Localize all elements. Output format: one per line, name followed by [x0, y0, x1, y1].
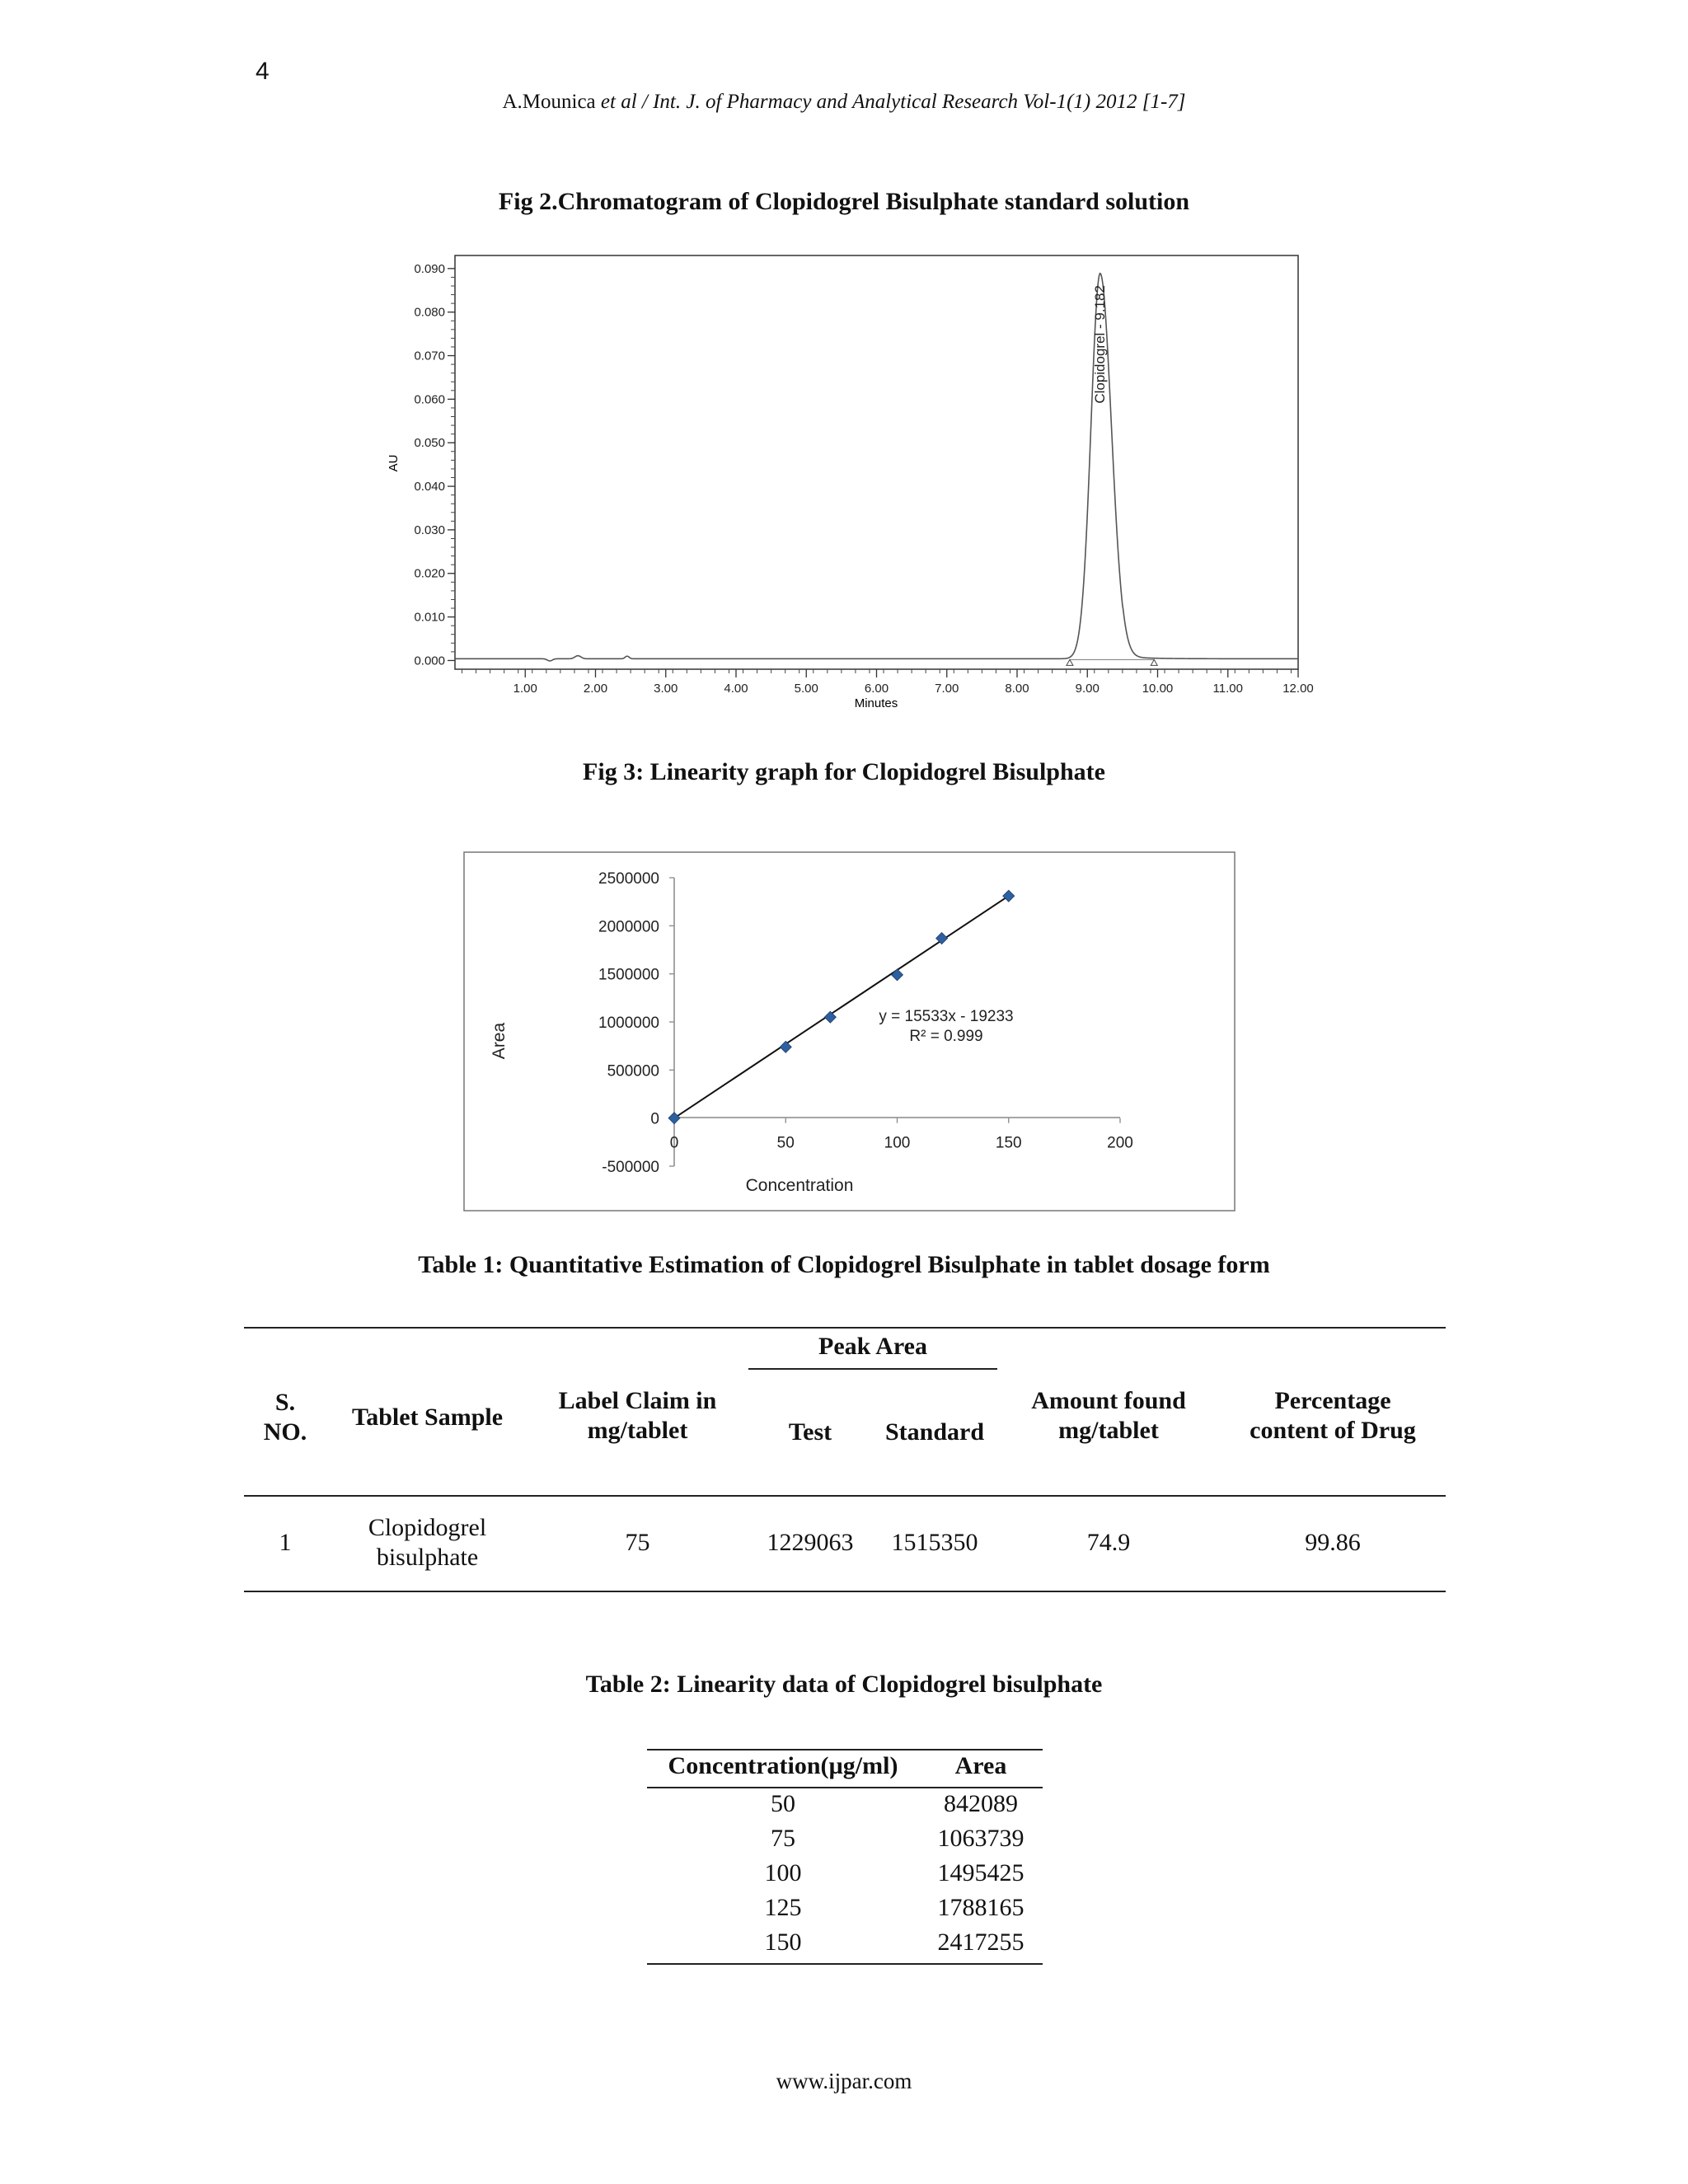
table-row: 125 1788165 [764, 1894, 1025, 1921]
chromatogram-x-ticks [513, 669, 1314, 696]
peak-boundary-marker [1151, 659, 1157, 665]
linearity-data-table [647, 1749, 1043, 1966]
header-test: Test [788, 1418, 832, 1446]
header-authors: A.Mounica [502, 91, 601, 113]
chromatogram-y-axis-label: AU [387, 454, 401, 472]
row1-label-claim: 75 [625, 1529, 650, 1556]
row1-standard: 1515350 [891, 1529, 978, 1556]
page-number: 4 [256, 58, 270, 85]
running-header [0, 91, 1688, 114]
x-tick-label: 8.00 [1005, 682, 1029, 696]
header-tablet-sample: Tablet Sample [351, 1404, 504, 1431]
header-etal: et al [600, 91, 637, 113]
y-tick-label: 0.030 [414, 523, 445, 537]
peak-area-rule [748, 1368, 997, 1370]
y-tick-label: 0.060 [414, 392, 445, 407]
y-tick-label: 0.040 [414, 480, 445, 494]
x-tick-label: 0 [669, 1134, 679, 1152]
table2-bottom-rule [647, 1963, 1043, 1965]
y-tick-label: 1500000 [598, 966, 659, 984]
header-area: Area [954, 1752, 1007, 1779]
fig3-caption: Fig 3: Linearity graph for Clopidogrel Bisulphate [583, 758, 1105, 785]
y-tick-label: 0 [650, 1110, 659, 1128]
x-tick-label: 50 [776, 1134, 795, 1152]
footer-url: www.ijpar.com [776, 2069, 912, 2093]
chromatogram-trace [455, 274, 1298, 661]
chromatogram-frame [455, 255, 1298, 669]
chromatogram-x-axis-label: Minutes [854, 696, 898, 710]
y-tick-label: 0.090 [414, 261, 445, 276]
x-tick-label: 10.00 [1142, 682, 1174, 696]
table-row: 50 842089 [771, 1790, 1018, 1817]
header-percentage-content: Percentage content of Drug [1250, 1387, 1416, 1444]
x-tick-label: 100 [884, 1134, 911, 1152]
x-tick-label: 3.00 [654, 682, 678, 696]
y-tick-label: 0.050 [414, 436, 445, 451]
table-row: 150 2417255 [764, 1929, 1025, 1956]
header-label-claim: Label Claim in mg/tablet [558, 1387, 717, 1444]
row1-sno: 1 [279, 1529, 292, 1556]
x-tick-label: 12.00 [1282, 682, 1314, 696]
y-tick-label: 2500000 [598, 870, 659, 888]
table2-caption: Table 2: Linearity data of Clopidogrel bisulphate [585, 1671, 1103, 1698]
header-concentration: Concentration(µg/ml) [668, 1752, 898, 1779]
x-tick-label: 200 [1107, 1134, 1133, 1152]
chromatogram-y-ticks [414, 262, 455, 668]
x-tick-label: 9.00 [1075, 682, 1100, 696]
table-row: 75 1063739 [771, 1825, 1025, 1852]
quantitative-estimation-table [244, 1327, 1446, 1611]
linearity-y-axis-label: Area [490, 1022, 509, 1060]
linearity-x-axis-label: Concentration [745, 1176, 854, 1195]
row1-percentage-content: 99.86 [1305, 1529, 1361, 1556]
y-tick-label: 0.020 [414, 566, 445, 581]
x-tick-label: 1.00 [513, 682, 537, 696]
table2-header-row [647, 1752, 1043, 1787]
x-tick-label: 7.00 [935, 682, 959, 696]
y-tick-label: 0.000 [414, 654, 445, 668]
fig2-caption: Fig 2.Chromatogram of Clopidogrel Bisulphate standard solution [498, 188, 1190, 215]
table-row: 100 1495425 [764, 1859, 1025, 1886]
row1-tablet-sample: Clopidogrel bisulphate [368, 1514, 487, 1571]
header-amount-found: Amount found mg/tablet [1031, 1387, 1186, 1444]
x-tick-label: 11.00 [1212, 682, 1243, 696]
y-tick-label: 0.080 [414, 305, 445, 320]
row1-test: 1229063 [767, 1529, 854, 1556]
chromatogram-chart [379, 247, 1335, 725]
x-tick-label: 4.00 [724, 682, 748, 696]
table1-caption: Table 1: Quantitative Estimation of Clopidogrel Bisulphate in tablet dosage form [418, 1251, 1270, 1278]
peak-label: Clopidogrel - 9.182 [1091, 285, 1108, 404]
chromatogram-minor-ticks [451, 269, 1291, 673]
linearity-chart [463, 851, 1236, 1214]
table1-header-rule [244, 1495, 1446, 1497]
table1-bottom-rule [244, 1591, 1446, 1592]
x-tick-label: 150 [995, 1134, 1022, 1152]
header-standard: Standard [884, 1418, 985, 1446]
y-tick-label: 1000000 [598, 1015, 659, 1032]
peak-boundary-markers [1067, 659, 1157, 665]
row1-amount-found: 74.9 [1086, 1529, 1131, 1556]
y-tick-label: 500000 [607, 1062, 659, 1080]
x-tick-label: 2.00 [583, 682, 608, 696]
peak-boundary-marker [1067, 659, 1073, 665]
y-tick-label: 0.010 [414, 610, 445, 625]
header-peak-area: Peak Area [818, 1333, 927, 1360]
y-tick-label: 2000000 [598, 918, 659, 936]
header-sno: S. NO. [263, 1389, 307, 1446]
x-tick-label: 6.00 [864, 682, 889, 696]
linearity-frame [464, 852, 1235, 1211]
table1-top-rule [244, 1327, 1446, 1329]
y-tick-label: 0.070 [414, 349, 445, 363]
linearity-r-squared: R² = 0.999 [909, 1028, 983, 1045]
linearity-equation: y = 15533x - 19233 [879, 1008, 1014, 1025]
y-tick-label: -500000 [602, 1159, 659, 1176]
header-journal: / Int. J. of Pharmacy and Analytical Research Vol-1(1) 2012 [1-7] [636, 91, 1186, 113]
x-tick-label: 5.00 [794, 682, 818, 696]
table2-top-rule [647, 1749, 1043, 1750]
